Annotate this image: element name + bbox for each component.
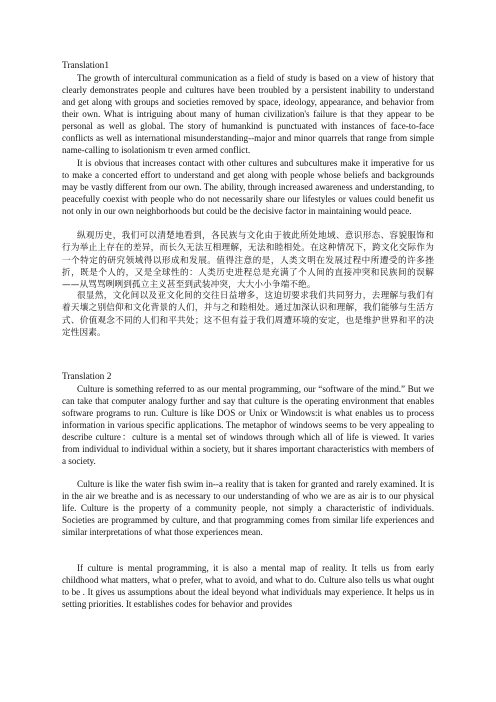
translation-1-paragraph-4-chinese: 很显然，文化间以及亚文化间的交往日益增多，这迫切要求我们共同努力，去理解与我们有着天壤之别信仰和文化背景的人们，并与之和睦相处。通过加深认识和理解，我们能够与生活方式、价值观念不同的人们和平共处；这不但有益于我们周遭环境的安定，也是维护世界和平的决定性因素。 (62, 291, 434, 338)
translation-1-paragraph-3-chinese: 纵观历史，我们可以清楚地看到，各民族与文化由于彼此所处地域、意识形态、容貌服饰和行为举止上存在的差异，而长久无法互相理解，无法和睦相处。在这种情况下，跨文化交际作为一个特定的研究领域得以形成和发展。值得注意的是，人类文明在发展过程中所遭受的许多挫折，既是个人的，又是全球性的：人类历史进程总是充满了个人间的直接冲突和民族间的误解——从骂骂咧咧到孤立主义甚至到武装冲突，大大小小争端不绝。 (62, 231, 434, 291)
translation-2-heading: Translation 2 (62, 372, 112, 382)
translation-1-heading: Translation1 (62, 61, 110, 71)
translation-2-paragraph-1: Culture is something referred to as our mental programming, our “software of the mind.” But we can take that computer analogy further and say that culture is the operating environment that enables software programs to run. Culture is like DOS or Unix or Windows:it is what enables us to process information in various specific applications. The metaphor of windows seems to be very appealing to describe culture：culture is a mental set of windows through which all of life is viewed. It varies from individual to individual within a society, but it shares important characteristics with members of a society. (62, 384, 434, 467)
translation-1-paragraph-2: It is obvious that increases contact with other cultures and subcultures make it imperative for us to make a concerted effort to understand and get along with people whose beliefs and backgrounds may be vastly different from our own. The ability, through increased awareness and understanding, to peacefully coexist with people who do not necessarily share our lifestyles or values could benefit us not only in our own neighborhoods but could be the decisive factor in maintaining would peace. (62, 158, 434, 217)
translation-2-paragraph-3: If culture is mental programming, it is also a mental map of reality. It tells us from early childhood what matters, what o prefer, what to avoid, and what to do. Culture also tells us what ought to be . It gives us assumptions about the ideal beyond what individuals may experience. It helps us in setting priorities. It establishes codes for behavior and provides (62, 563, 434, 610)
translation-1-paragraph-1: The growth of intercultural communication as a field of study is based on a view of history that clearly demonstrates people and cultures have been troubled by a persistent inability to understand and get along with groups and societies removed by space, ideology, appearance, and behavior from their own. What is intriguing about many of human civilization's failure is that they appear to be personal as well as global. The story of humankind is punctuated with instances of face-to-face conflicts as well as international misunderstanding--major and minor quarrels that range from simple name-calling to isolationism tr even armed conflict. (62, 73, 434, 156)
translation-2-paragraph-2: Culture is like the water fish swim in--a reality that is taken for granted and rarely examined. It is in the air we breathe and is as necessary to our understanding of who we are as air is to our physical life. Culture is the property of a community people, not simply a characteristic of individuals. Societies are programmed by culture, and that programming comes from similar life experiences and similar interpretations of what those experiences mean. (62, 479, 434, 538)
